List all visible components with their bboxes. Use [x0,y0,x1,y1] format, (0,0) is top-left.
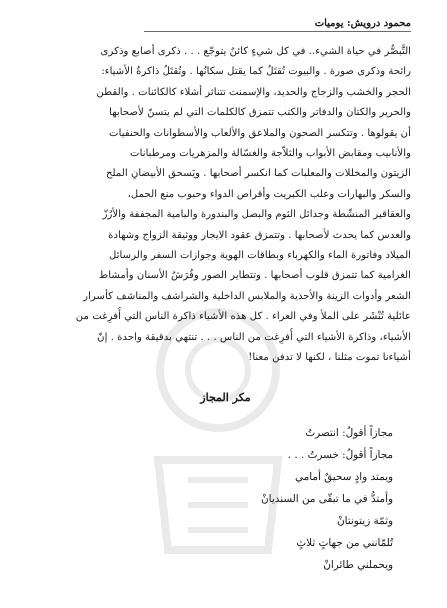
prose-line: والحرير والكتان والدفاتر والكتب تتمزق كالكلمات التي لم يتسنّ لأصحابها [109,107,411,119]
prose-line: والسكر والبهارات وعلب الكبريت وأقراص الدواء وحبوب منع الحمل، [127,188,411,200]
prose-line: رائحة وذكرى صورة . والبيوت تُقتَلُ كما يقتل سكانُها . وتُقتَلُ ذاكرةُ الأشياء: [101,66,411,78]
poem-line: مجازاً أقولُ: انتصرتُ [305,426,393,439]
prose-line: والعقاقير المنشّطة وجدائل الثوم والبصل والبندورة والبامية المجففة والأرُزّ [102,209,411,221]
prose-line: التَّبصُّر في حياة الشيء.. في كل شيءٍ كائنٌ يتوجّع . . . ذكرى أصابع وذكرى [100,46,411,57]
prose-line: الشعر وأدوات الزينة والأحذية والملابس الداخلية والشراشف والمناشف كأسرار [83,290,411,302]
prose-line: الميلاد وفاتورة الماء والكهرباء وبطاقات الهوية وجوازات السفر والرسائل [109,250,411,262]
poem-line: ويحملني طائرانْ [323,558,393,571]
running-header: محمود درويش: يوميات [144,18,411,32]
prose-line: أن يقولوها . وتتكسر الصحون والملاعق والألعاب والأسطوانات والحنفيات [109,127,411,139]
prose-line: والأنابيب ومقابض الأبواب والثلاّجة والغسّالة والمزهريات ومرطبانات [130,148,411,160]
poem [40,422,411,576]
poem-line: وأمتدُّ في ما تبقّى من السنديانْ [261,492,393,505]
prose-paragraph [40,42,411,369]
prose-line: الزيتون والمخللات والمعلبات كما انكسر أصحابها . ويَسحق الأبيضانِ الملح [105,168,411,180]
poem-line: ويمتد وادٍ سحيقٌ أمامي [294,470,393,483]
prose-line: أشياءنا تموت مثلنا ، لكنها لا تدفن معنا! [248,352,411,364]
prose-line: والعدس كما يحدث لأصحابها . وتتمزق عقود الايجار ووثيقة الزواج وشهادة [108,229,411,241]
poem-line: وثمّة زيتونتانْ [336,514,393,527]
prose-line: الغرامية كما تتمزق قلوب أصحابها . وتتطاير الصور وفُرَشُ الأسنان وأمشاط [98,270,411,282]
poem-line: تُلمّانني من جهاتٍ ثلاثٍ [296,536,393,549]
section-title: مكر المجاز [200,390,251,404]
prose-line: الأشياء، وذاكرة الأشياء التي أُفرِغت من الناس . . . تنتهي بدقيقة واحدة . إنّ [97,331,411,343]
prose-line: الحجر والخشب والزجاج والحديد، والإسمنت تتناثر أشلاء كالكائنات . والقطن [96,86,411,98]
poem-line: مجازاً أقولُ: خسرتُ . . . [287,448,393,461]
prose-line: عائلية تُنْشَر على الملأ وفي العراء . كل هذه الأشياء ذاكرة الناس التي أُفرِغت من [75,311,411,323]
